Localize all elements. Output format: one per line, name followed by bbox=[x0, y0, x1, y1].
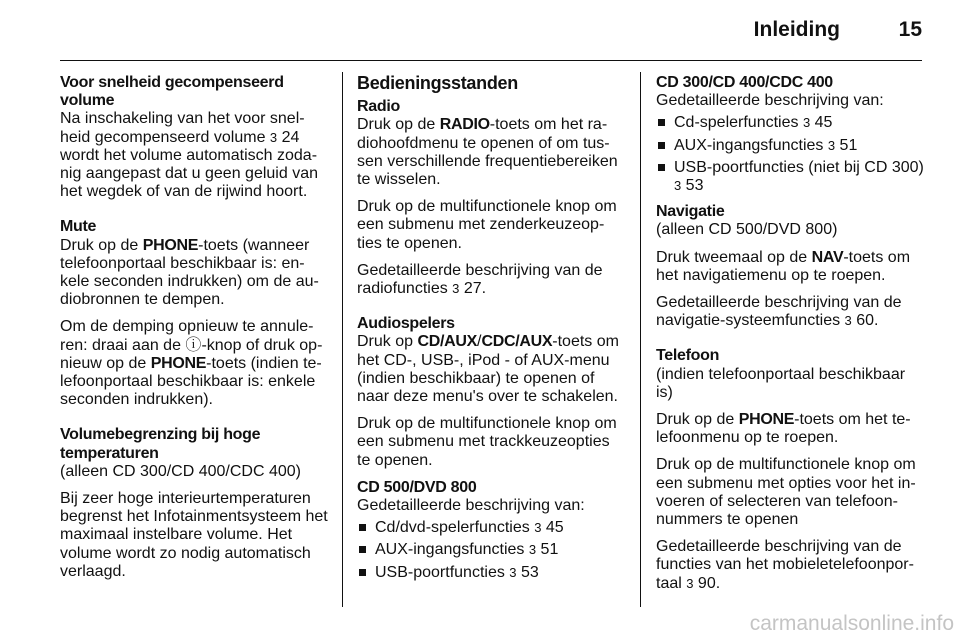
section-heading: CD 500/DVD 800 bbox=[357, 478, 477, 496]
paragraph: Druk op de multifunctionele knop om een submenu met zenderkeuzeop-ties te openen. bbox=[357, 198, 617, 252]
chapter-heading: Bedieningsstanden bbox=[357, 73, 518, 93]
text: AUX-ingangsfuncties bbox=[674, 136, 828, 154]
section-heading: Voor snelheid gecompenseerd volume bbox=[60, 74, 284, 110]
paragraph bbox=[656, 411, 924, 447]
page-ref: 45 bbox=[810, 114, 833, 132]
text: -toets (wanneer telefoonportaal beschikbaar is: en-kele seconden indrukken) om de au-diobronnen te dempen. bbox=[60, 236, 319, 309]
column-divider bbox=[342, 72, 343, 607]
text: Gedetailleerde beschrijving van de navigatie-systeemfuncties bbox=[656, 294, 902, 330]
bullet-list bbox=[357, 519, 625, 582]
text: Cd-spelerfuncties bbox=[674, 114, 803, 132]
text: Om de demping opnieuw te annule-ren: draai aan de bbox=[60, 318, 314, 354]
text: / bbox=[477, 333, 482, 351]
key-label: PHONE bbox=[142, 236, 199, 254]
page-ref: 51 bbox=[835, 136, 858, 154]
page-title: Inleiding bbox=[753, 18, 840, 41]
list-item bbox=[357, 541, 625, 559]
column-3 bbox=[656, 74, 924, 602]
section-heading: Audiospelers bbox=[357, 315, 455, 333]
page-ref: 45 bbox=[541, 519, 564, 537]
text: Cd/dvd-spelerfuncties bbox=[375, 519, 535, 537]
paragraph: Druk op de multifunctionele knop om een submenu met trackkeuzeopties te openen. bbox=[357, 415, 617, 469]
key-label: NAV bbox=[811, 248, 844, 266]
column-2 bbox=[357, 74, 625, 590]
column-1 bbox=[60, 74, 328, 590]
knob-icon: ⓘ bbox=[185, 336, 202, 354]
page-ref-icon: 3 bbox=[674, 178, 682, 194]
page-ref: 51 bbox=[536, 541, 559, 559]
paragraph: (indien telefoonportaal beschikbaar is) bbox=[656, 365, 906, 401]
text: Druk op de bbox=[656, 411, 739, 429]
text: Na inschakeling van het voor snel-heid gecompenseerd volume bbox=[60, 110, 305, 146]
paragraph: Bij zeer hoge interieurtemperaturen begrenst het Infotainmentsysteem het maximaal instelbare volume. Het volume wordt zo nodig automatisch verlaagd. bbox=[60, 490, 328, 580]
page-ref-icon: 3 bbox=[269, 129, 278, 145]
paragraph bbox=[60, 237, 328, 310]
text: USB-poortfuncties (niet bij CD 300) bbox=[674, 158, 924, 176]
key-label: CD/AUX bbox=[417, 333, 478, 351]
text: Druk op de bbox=[60, 236, 143, 254]
text: -toets om het CD-, USB-, iPod - of AUX-menu (indien beschikbaar) te openen of naar deze menu's over te schakelen. bbox=[357, 333, 619, 406]
list-item bbox=[357, 519, 625, 537]
text: -knop of druk op-nieuw op de bbox=[60, 336, 323, 372]
text: -toets om het ra-diohoofdmenu te openen of om tus-sen verschillende frequentiebereiken te wisselen. bbox=[357, 116, 618, 189]
list-item bbox=[656, 137, 924, 155]
list-item bbox=[357, 564, 625, 582]
paragraph: Gedetailleerde beschrijving van: bbox=[357, 497, 585, 515]
list-item bbox=[656, 114, 924, 132]
text: USB-poortfuncties bbox=[375, 563, 510, 581]
page-ref-icon: 3 bbox=[827, 137, 836, 153]
paragraph bbox=[656, 538, 924, 593]
page-ref-icon: 3 bbox=[802, 115, 811, 131]
section-heading: Mute bbox=[60, 218, 97, 236]
paragraph bbox=[60, 318, 328, 409]
section-heading: CD 300/CD 400/CDC 400 bbox=[656, 74, 833, 91]
column-divider bbox=[640, 72, 641, 607]
page-ref-icon: 3 bbox=[844, 313, 852, 329]
section-heading: Volumebegrenzing bij hoge temperaturen bbox=[60, 426, 261, 462]
paragraph: Druk op de multifunctionele knop om een submenu met opties voor het in-voeren of selecteren van telefoon-nummers te openen bbox=[656, 456, 916, 529]
key-label: RADIO bbox=[439, 116, 490, 134]
page-number: 15 bbox=[898, 18, 922, 41]
paragraph bbox=[656, 249, 924, 285]
paragraph bbox=[357, 333, 625, 406]
page-ref: 90. bbox=[693, 574, 721, 592]
paragraph: Gedetailleerde beschrijving van: bbox=[656, 92, 884, 110]
page-ref: 53 bbox=[516, 563, 539, 581]
text: Druk tweemaal op de bbox=[656, 248, 812, 266]
section-heading: Navigatie bbox=[656, 203, 725, 221]
list-item bbox=[656, 159, 924, 195]
text: wordt het volume automatisch zoda-nig aangepast dat u geen geluid van het wegdek of van de rijwind hoort. bbox=[60, 146, 318, 201]
page-ref: 60. bbox=[851, 312, 879, 330]
bullet-list bbox=[656, 114, 924, 195]
paragraph: (alleen CD 500/DVD 800) bbox=[656, 221, 838, 239]
watermark: carmanualsonline.info bbox=[749, 612, 954, 635]
page-ref-icon: 3 bbox=[452, 281, 460, 297]
key-label: PHONE bbox=[738, 411, 795, 429]
page-ref: 24 bbox=[277, 128, 300, 146]
text: Druk op bbox=[357, 333, 418, 351]
paragraph bbox=[357, 116, 625, 189]
paragraph bbox=[357, 262, 625, 298]
page-ref-icon: 3 bbox=[509, 564, 517, 580]
text: AUX-ingangsfuncties bbox=[375, 541, 529, 559]
text: -toets om het te-lefoonmenu op te roepen. bbox=[656, 411, 911, 447]
text: Druk op de bbox=[357, 116, 440, 134]
page-ref-icon: 3 bbox=[686, 575, 694, 591]
section-heading: Telefoon bbox=[656, 347, 720, 365]
paragraph: (alleen CD 300/CD 400/CDC 400) bbox=[60, 462, 301, 480]
text: -toets om het navigatiemenu op te roepen. bbox=[656, 248, 911, 284]
text: Gedetailleerde beschrijving van de radiofuncties bbox=[357, 261, 603, 298]
paragraph bbox=[60, 110, 328, 201]
key-label: PHONE bbox=[150, 354, 207, 372]
key-label: CDC/AUX bbox=[481, 333, 553, 351]
text: Gedetailleerde beschrijving van de functies van het mobieletelefoonpor-taal bbox=[656, 538, 914, 592]
section-heading: Radio bbox=[357, 98, 400, 116]
page-ref-icon: 3 bbox=[534, 520, 542, 536]
paragraph bbox=[656, 294, 924, 330]
page-header bbox=[60, 0, 922, 61]
page-ref: 53 bbox=[681, 177, 704, 195]
text: -toets (indien te-lefoonportaal beschikbaar is: enkele seconden indrukken). bbox=[60, 354, 322, 409]
page-ref: 27. bbox=[459, 280, 487, 298]
page-ref-icon: 3 bbox=[528, 542, 537, 558]
